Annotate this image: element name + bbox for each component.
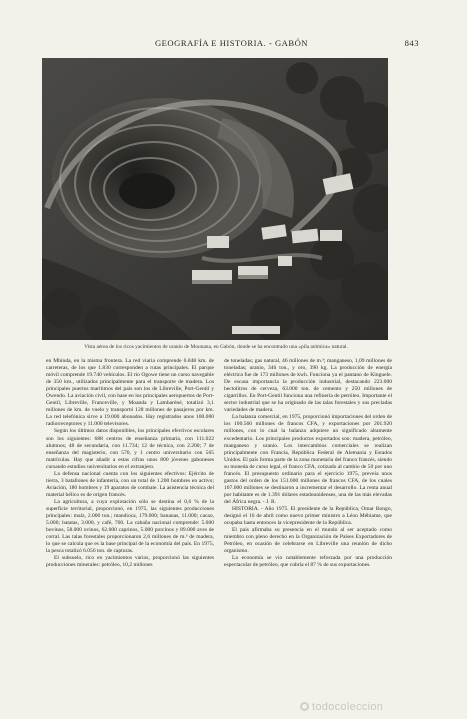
left-column	[46, 358, 214, 569]
page-number: 843	[404, 38, 419, 48]
right-column	[224, 358, 392, 569]
page-header	[44, 38, 419, 50]
mine-photo-illustration	[42, 58, 388, 340]
aerial-photo-uranium-mine	[42, 58, 388, 340]
photo-caption: Vista aérea de los ricos yacimientos de uranio de Mounana, en Gabón, donde se ha encontrado una «pila atómica» natural.	[84, 344, 348, 350]
paragraph: en Mbinda, en la misma frontera. La red viaria comprende 6.848 km. de carreteras, de los que 1.830 corresponden a rutas principales. El parque móvil comprende 19.740 vehículos. El río Ogowe tiene un curso navegable de 350 km., utilizados principalmente para el transporte de madera. Los principales puertos marítimos del país son los de Libreville, Port-Gentil y Owendo. La aviación civil, con base en los principales aeropuertos de Port-Gentil, Libreville, Franceville, y Moanda y Lambaréné, totalizó 3,1 millones de km. de vuelo y transportó 128 millones de pasajeros por km. La red telefónica sirve a 19.000 abonados. Hay registrados unos 100.000 radiorreceptores y 11.000 televisores.	[46, 358, 214, 428]
watermark-text: todocoleccion	[312, 701, 384, 713]
running-title: GEOGRAFÍA E HISTORIA. - GABÓN	[154, 38, 309, 48]
watermark	[300, 701, 383, 713]
paragraph: La balanza comercial, en 1975, proporcionó importaciones del orden de los 100.560 millones de francos CFA, y exportaciones por 201.920 millones, con lo cual la balanza adquiere un significado altamente excedentario. Los principales productos exportados son: madera, petróleo, manganeso y uranio. Los intercambios comerciales se realizan principalmente con Francia, República Federal de Alemania y Estados Unidos. El país forma parte de la zona monetaria del franco francés, siendo su moneda de curso legal, el franco CFA, cotizado al cambio de 50 por uno francés. El presupuesto ordinario para el ejercicio 1975, preveía unos gastos del orden de los 151.000 millones de francos CFA, de los cuales 107.000 millones se destinaron a incrementar el desarrollo. La renta anual por habitante es de 1.391 dólares estadounidenses, una de las más elevadas del África negra. - J. R.	[224, 414, 392, 505]
paragraph: La agricultura, a cuya explotación sólo se destina el 0,6 % de la superficie territorial, proporcionó, en 1975, las siguientes producciones principales: maíz, 2.000 ton.; mandioca, 179.000; bananas, 11.000; cacao, 5.000; batatas, 3.000, y café, 700. La cabaña nacional comprende: 5.000 bovinos, 58.000 ovinos, 62.000 caprinos, 5.000 porcinos y 89.000 aves de corral. Las talas forestales proporcionaron 2,6 millones de m.³ de madera, lo que se calcula que es la base principal de la economía del país. En 1975, la pesca totalizó 6.056 ton. de capturas.	[46, 498, 214, 555]
paragraph: La economía se vio notablemente reforzada por una producción espectacular de petróleo, que cubría el 87 % de sus exportaciones.	[224, 555, 392, 569]
paragraph: La defensa nacional cuenta con los siguientes efectivos: Ejército de tierra, 3 batallones de infantería, con un total de 1.200 hombres en activo; Aviación, 180 hombres y 19 aparatos de combate. La asistencia técnica del material bélico es de origen francés.	[46, 470, 214, 498]
paragraph: HISTORIA. - Año 1975. El presidente de la República, Omar Bongo, designó el 16 de abril como nuevo primer ministro a Léon Mébiame, que ocupaba hasta entonces la vicepresidente de la República.	[224, 505, 392, 527]
paragraph: El subsuelo, rico en yacimientos varios, proporcionó las siguientes producciones minerales: petróleo, 10,2 millones	[46, 555, 214, 569]
paragraph: El país afirmaba su presencia en el mundo al ser aceptado como miembro con pleno derecho en la Organización de Países Exportadores de Petróleo, en ocasión de celebrarse en Libreville una reunión de dicho organismo.	[224, 527, 392, 555]
paragraph: de toneladas; gas natural, 46 millones de m.³; manganeso, 1,09 millones de toneladas; uranio, 346 ton., y oro, 390 kg. La producción de energía eléctrica fue de 173 millones de kwh. Funciona ya el pantano de Kinguele. De escasa importancia la producción industrial, destacando 223.000 hectolitros de cerveza, 63.000 ton. de cemento y 250 millones de cigarrillos. En Port-Gentil funciona una refinería de petróleo. Importante el sector industrial que se ha originado de las talas forestales y sus preciadas variedades de madera.	[224, 358, 392, 414]
watermark-logo-icon	[300, 702, 309, 711]
paragraph: Según los últimos datos disponibles, los principales efectivos escolares son los siguientes: 688 centros de enseñanza primaria, con 111.022 alumnos; 48 de secundaria, con 11.734; 12 de técnica, con 2.200; 7 de enseñanza del magisterio, con 570, y 1 centro universitario con 565 matrículas. Hay que añadir a estas cifras unos 800 jóvenes gaboneses cursando estudios universitarios en el extranjero.	[46, 428, 214, 470]
